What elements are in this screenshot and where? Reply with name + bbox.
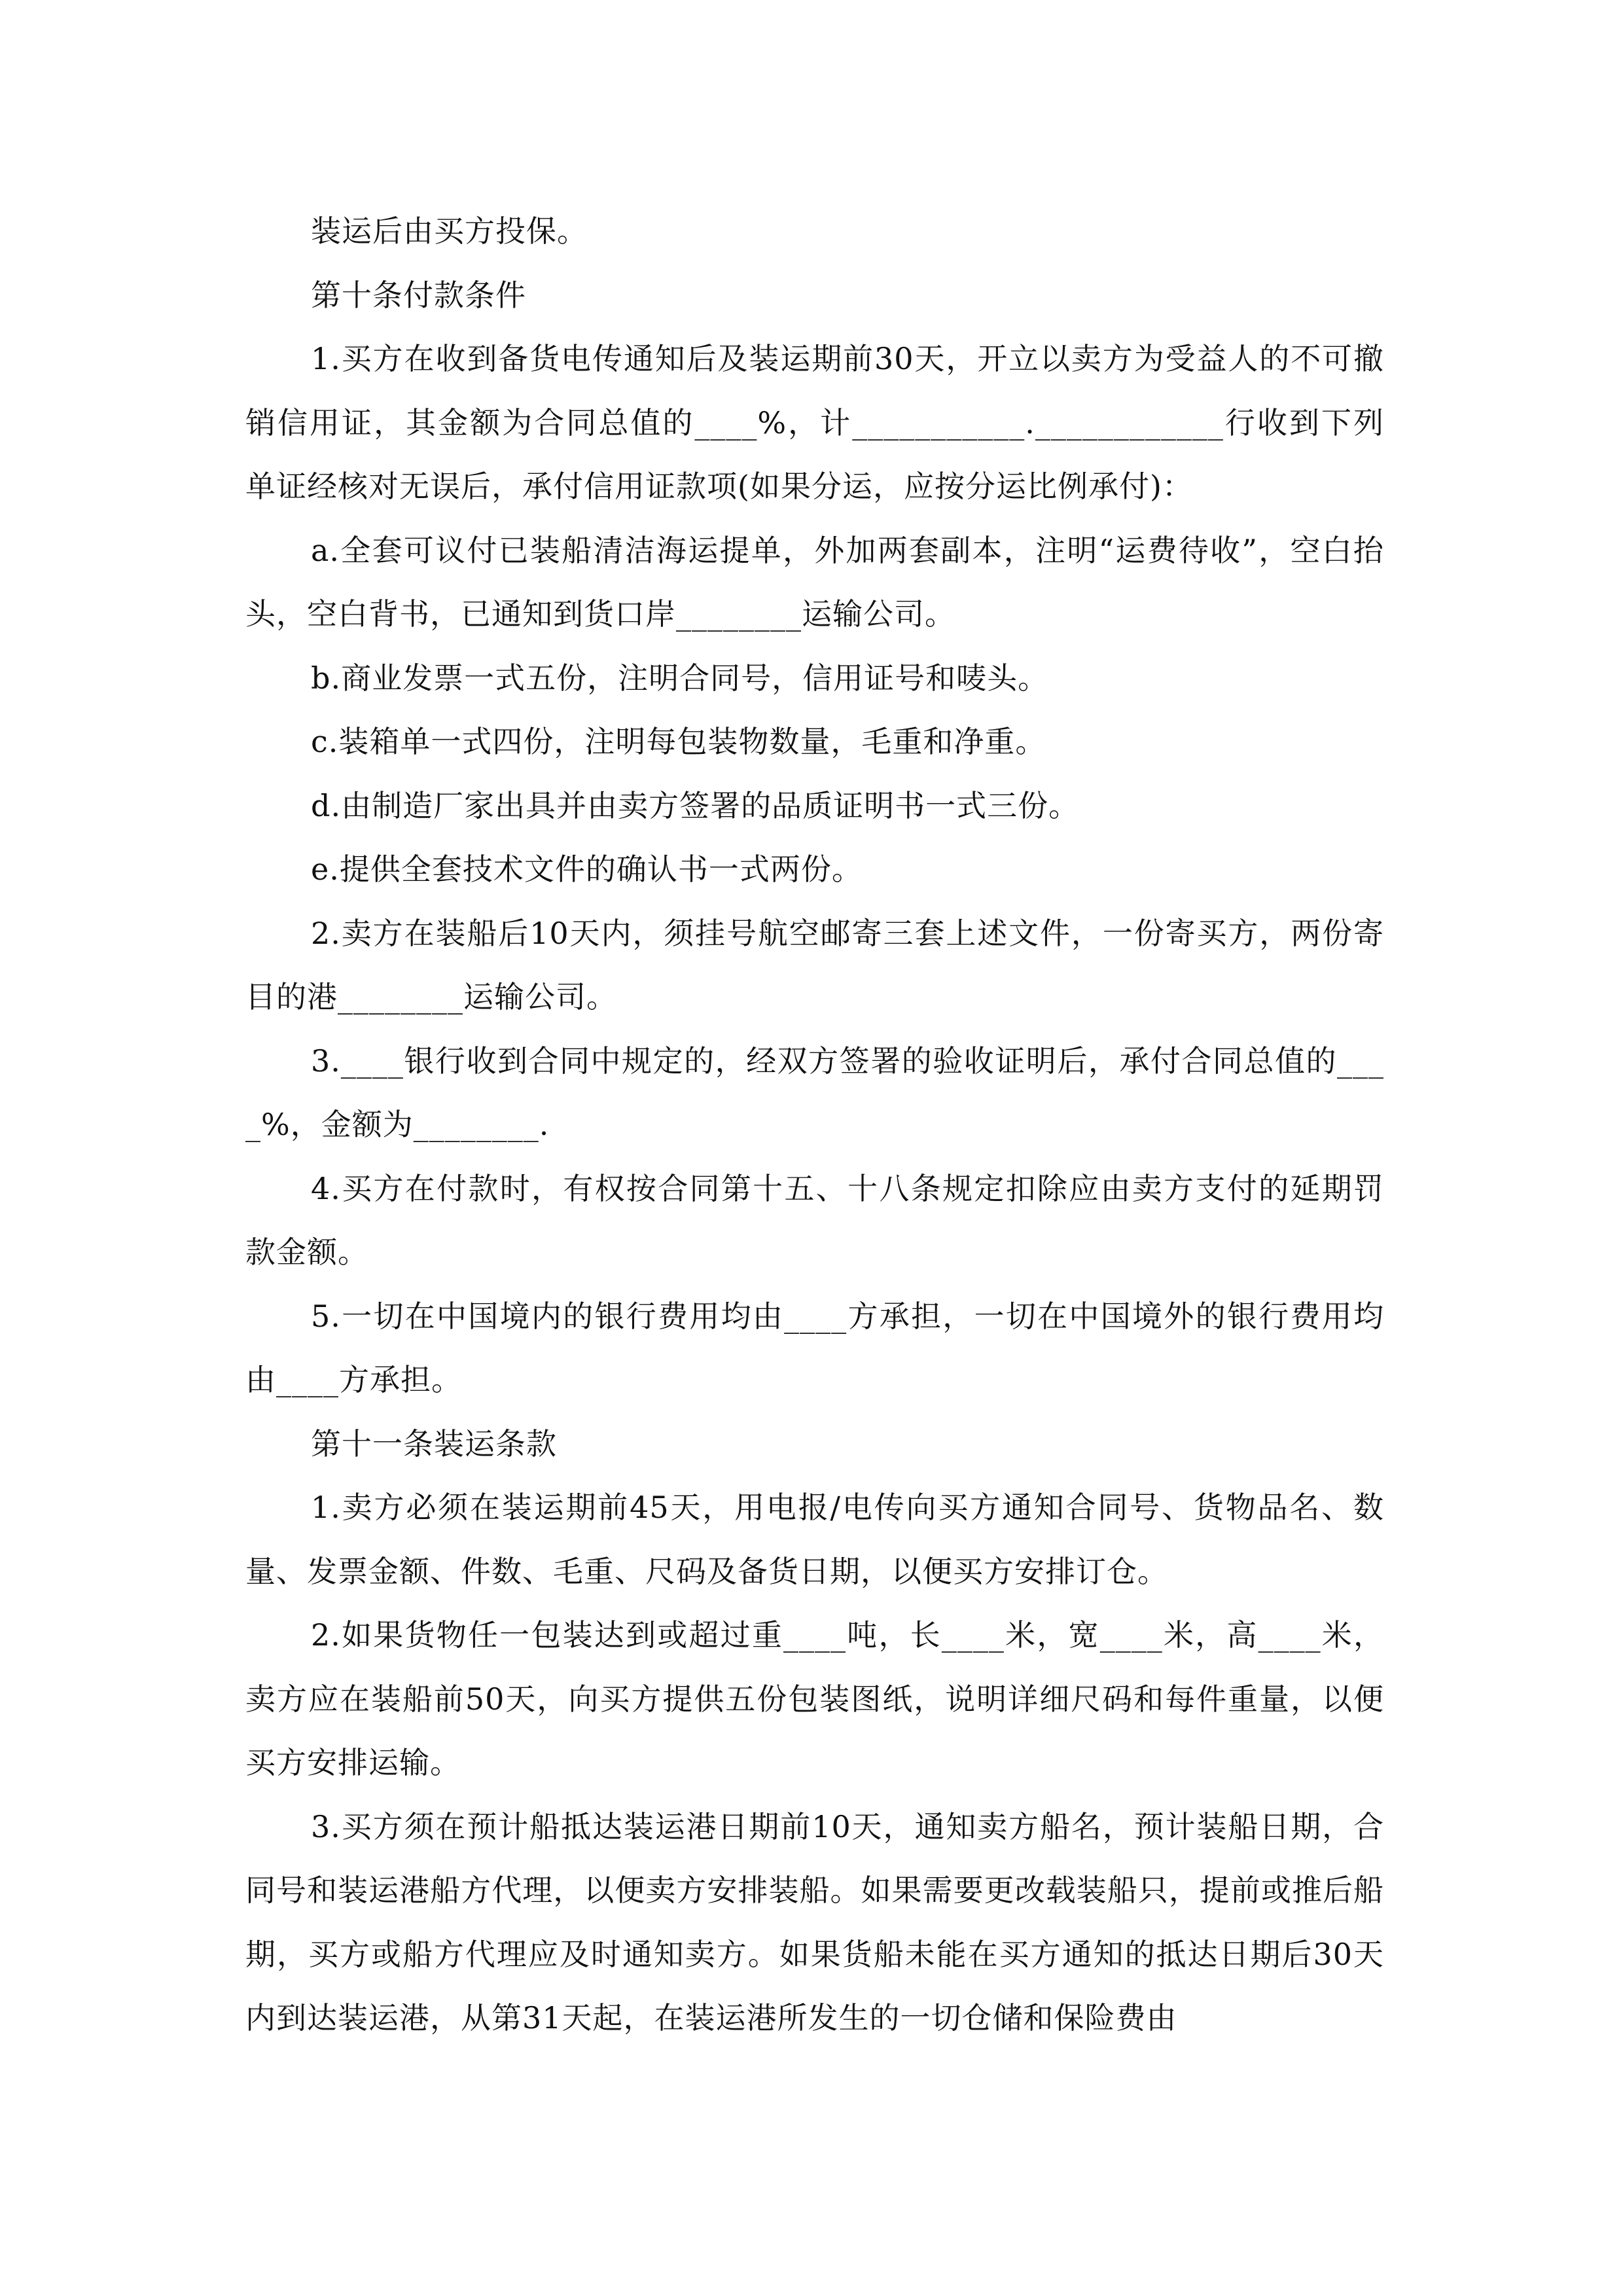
paragraph-shipment-3: 3.买方须在预计船抵达装运港日期前10天，通知卖方船名，预计装船日期，合同号和装运港船方代理，以便卖方安排装船。如果需要更改载装船只，提前或推后船期，买方或船方代理应及时通知卖方。如果货船未能在买方通知的抵达日期后30天内到达装运港，从第31天起，在装运港所发生的一切仓储和保险费由 <box>245 1808 1384 2036</box>
paragraph-insurance-note: 装运后由买方投保。 <box>311 213 588 249</box>
paragraph-shipment-1: 1.卖方必须在装运期前45天，用电报/电传向买方通知合同号、货物品名、数量、发票金额、件数、毛重、尺码及备货日期，以便买方安排订仓。 <box>245 1490 1384 1589</box>
heading-article-11-shipment: 第十一条装运条款 <box>311 1426 557 1462</box>
document-body <box>245 200 1384 2051</box>
paragraph-payment-e: e.提供全套技术文件的确认书一式两份。 <box>311 852 863 887</box>
paragraph-payment-d: d.由制造厂家出具并由卖方签署的品质证明书一式三份。 <box>311 787 1080 823</box>
paragraph-shipment-2: 2.如果货物任一包装达到或超过重____吨，长____米，宽____米，高____米，卖方应在装船前50天，向买方提供五份包装图纸，说明详细尺码和每件重量，以便买方安排运输。 <box>245 1617 1384 1780</box>
heading-article-10-payment: 第十条付款条件 <box>311 277 526 313</box>
paragraph-payment-4: 4.买方在付款时，有权按合同第十五、十八条规定扣除应由卖方支付的延期罚款金额。 <box>245 1170 1384 1270</box>
paragraph-payment-c: c.装箱单一式四份，注明每包装物数量，毛重和净重。 <box>311 724 1046 759</box>
paragraph-payment-a: a.全套可议付已装船清洁海运提单，外加两套副本，注明“运费待收”，空白抬头，空白背书，已通知到货口岸________运输公司。 <box>245 532 1384 632</box>
paragraph-payment-2: 2.卖方在装船后10天内，须挂号航空邮寄三套上述文件，一份寄买方，两份寄目的港________运输公司。 <box>245 915 1384 1014</box>
paragraph-payment-1: 1.买方在收到备货电传通知后及装运期前30天，开立以卖方为受益人的不可撤销信用证，其金额为合同总值的____%，计___________.____________行收到下列单证经核对无误后，承付信用证款项(如果分运，应按分运比例承付)： <box>245 341 1384 504</box>
paragraph-payment-3: 3.____银行收到合同中规定的，经双方签署的验收证明后，承付合同总值的____%，金额为________. <box>245 1043 1384 1142</box>
paragraph-payment-b: b.商业发票一式五份，注明合同号，信用证号和唛头。 <box>311 660 1049 696</box>
paragraph-payment-5: 5.一切在中国境内的银行费用均由____方承担，一切在中国境外的银行费用均由____方承担。 <box>245 1298 1384 1397</box>
